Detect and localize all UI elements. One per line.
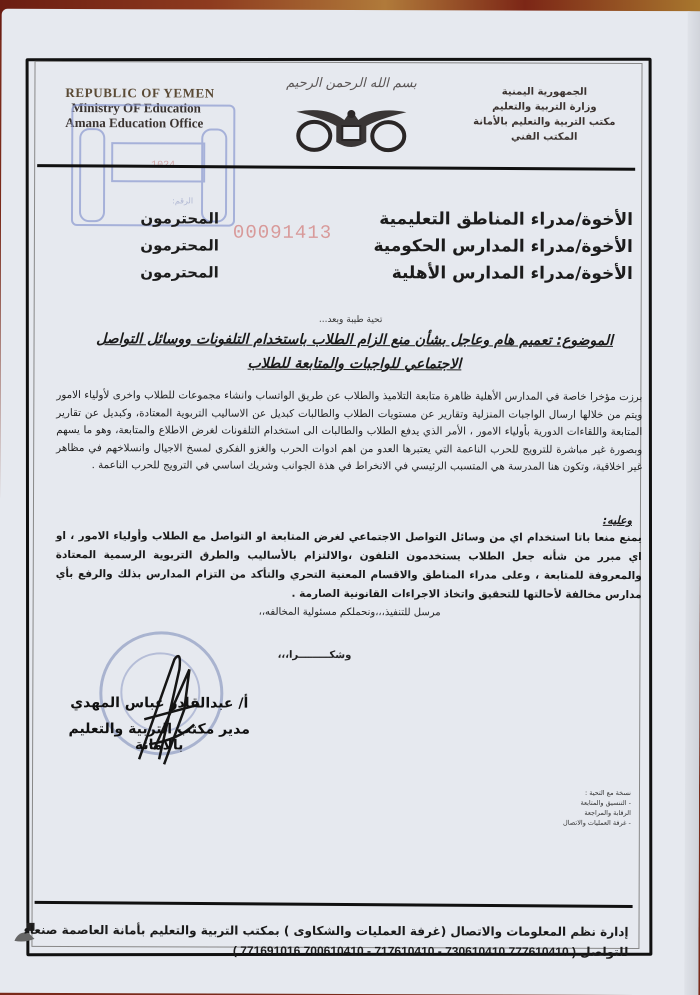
signer-name: أ/ عبدالقادر عباس المهدي — [70, 695, 249, 712]
republic-name-ar: الجمهورية اليمنية — [501, 86, 588, 98]
copies-heading: نسخة مع التحية : — [584, 788, 631, 797]
copy-recipient: - التنسيق والمتابعة — [580, 798, 631, 807]
honorific: المحترمون — [140, 209, 220, 228]
technical-office-ar: المكتب الفني — [511, 131, 578, 143]
honorific: المحترمون — [140, 263, 219, 282]
therefore-label: وعليه: — [602, 513, 632, 527]
serial-number: 00091413 — [232, 221, 333, 244]
signer-title: مدير مكتب التربية والتعليم بالامانة — [68, 721, 250, 754]
addressee: الأخوة/مدراء المدارس الأهلية — [391, 263, 633, 284]
addressee: الأخوة/مدراء المدارس الحكومية — [373, 236, 633, 257]
copy-recipient: الرقابة والمراجعة — [584, 808, 631, 817]
ministry-name-ar: وزارة التربية والتعليم — [492, 101, 597, 113]
subject-line-1: الموضوع: تعميم هام وعاجل بشأن منع الزام الطلاب باستخدام التلفونات ووسائل التواصل — [96, 331, 614, 349]
honorific-list — [129, 205, 219, 286]
document-page — [0, 9, 700, 995]
arabic-letterhead — [459, 84, 629, 145]
basmala-calligraphy: بسم الله الرحمن الرحيم — [286, 75, 417, 92]
greeting: تحية طيبة وبعد... — [318, 314, 383, 326]
body-paragraph: برزت مؤخرا خاصة في المدارس الأهلية ظاهرة متابعة التلاميذ والطلاب عن طريق الواتساب وانشاء مجموعات للطلاب واخرى لأولياء الامور ويتم من خلالها ارسال الواجبات المنزلية وتقارير عن مستويات الطلاب والطالبات كبديل عن الاساليب التربوية المعتادة، وكبديل عن تقارير المتابعة واللقاءات الدورية بأولياء الامور ، الأمر الذي يدفع الطلاب والطالبات الى استخدام التلفونات لغرض الاطلاع والمتابعة، وهو ما يسهم وبصورة غير مباشرة للترويج للحرب الناعمة التي يعتبرها العدو من اهم ادوات الحرب والغزو الفكري لمسخ الاجيال وانسلاخهم في مظاهر غير اخلاقية، وتكون هنا المدرسة هي المتسبب الرئيسي في الانخراط في هذة الجوانب وشريك اساسي في الترويج للحرب الناعمة . — [56, 388, 643, 474]
signer-block — [49, 695, 269, 754]
office-name-en: Amana Education Office — [65, 115, 204, 131]
honorific: المحترمون — [140, 236, 219, 255]
republic-name-en: REPUBLIC OF YEMEN — [65, 85, 215, 101]
subject-line — [64, 327, 644, 377]
contact-footer — [23, 920, 628, 962]
contact-label: للتواصل — [580, 944, 629, 959]
directive-paragraph: يمنع منعا باتا استخدام اي من وسائل التواصل الاجتماعي لغرض المتابعة او التواصل مع الطلاب وأولياء الامور ، او اي مبرر من شأنه جعل الطلاب يستخدمون التلفون ،والالتزام بالأساليب والطرق التربوية الرسمية المعتادة والمعروفة للمتابعة ، وعلى مدراء المناطق والاقسام المعنية التحري والتأكد من التزام المدارس بذلك والرفع بأي مدارس مخالفة لأحالتها للتحقيق واتخاذ الاجراءات القانونية الصارمة . — [55, 529, 642, 602]
sent-for-execution: مرسل للتنفيذ،،،ونحملكم مسئولية المخالفه،، — [258, 606, 441, 619]
copy-recipient: - غرفة العمليات والاتصال — [563, 818, 631, 827]
thanks-line: وشكـــــــــرا،،، — [277, 649, 352, 662]
subject-line-2: الاجتماعي للواجبات والمتابعة للطلاب — [247, 355, 462, 373]
office-name-ar: مكتب التربية والتعليم بالأمانة — [473, 116, 616, 128]
footer-department: إدارة نظم المعلومات والاتصال (غرفة العمليات والشكاوى ) بمكتب التربية والتعليم بأمانة العاصمة صنعاء — [23, 922, 629, 939]
addressee-list — [373, 206, 633, 288]
contact-phones: ( 777610410 730610410 - 717610410 - 700610410 771691016 ) — [232, 943, 577, 959]
yemen-eagle-emblem-icon — [286, 102, 416, 154]
stamp-ref-label: الرقم: — [172, 196, 194, 206]
copies-list — [563, 788, 631, 828]
addressee: الأخوة/مدراء المناطق التعليمية — [379, 209, 634, 230]
ministry-name-en: Ministry OF Education — [71, 100, 201, 116]
